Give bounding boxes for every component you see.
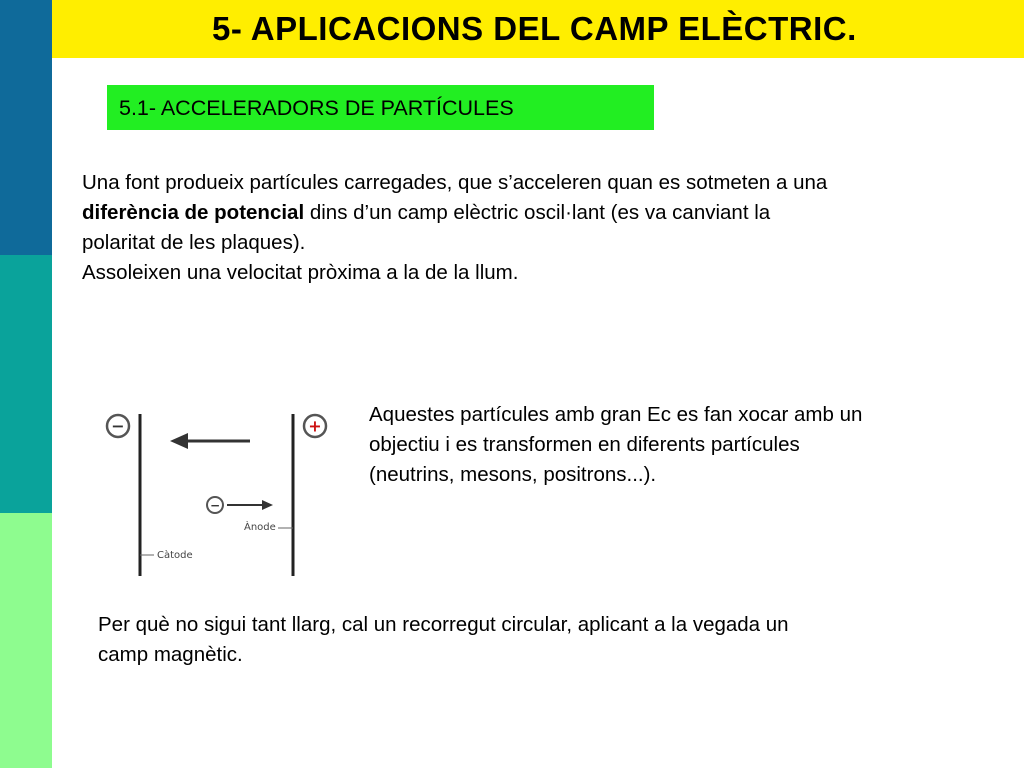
sidebar-block-top (0, 0, 52, 255)
title-bar (52, 0, 1024, 58)
intro-line-2 (82, 198, 1017, 228)
intro-paragraph (82, 168, 1017, 288)
slide-title: 5- APLICACIONS DEL CAMP ELÈCTRIC. (212, 10, 857, 47)
section-heading: 5.1- ACCELERADORS DE PARTÍCULES (119, 96, 514, 120)
cathode-label: Càtode (157, 550, 193, 561)
collision-line-2: objectiu i es transformen en diferents partícules (369, 433, 800, 456)
collision-line-3: (neutrins, mesons, positrons...). (369, 463, 657, 486)
intro-line-2-rest: dins d’un camp elèctric oscil·lant (es va canviant la (304, 201, 771, 224)
accelerator-diagram (98, 400, 338, 585)
sidebar-block-bottom (0, 513, 52, 768)
intro-bold-term: diferència de potencial (82, 201, 305, 224)
collision-line-1: Aquestes partícules amb gran Ec es fan xocar amb un (369, 403, 863, 426)
svg-text:−: − (111, 416, 125, 436)
positive-charge-icon (304, 415, 326, 437)
intro-line-1: Una font produeix partícules carregades, que s’acceleren quan es sotmeten a una (82, 171, 828, 194)
intro-line-4: Assoleixen una velocitat pròxima a la de la llum. (82, 261, 519, 284)
negative-charge-icon (107, 415, 129, 437)
circular-line-1: Per què no sigui tant llarg, cal un recorregut circular, aplicant a la vegada un (98, 613, 789, 636)
sidebar-block-middle (0, 255, 52, 513)
anode-label: Ànode (244, 522, 276, 533)
circular-accelerator-paragraph (98, 610, 998, 670)
intro-line-3: polaritat de les plaques). (82, 231, 306, 254)
right-arrow-icon (227, 500, 273, 510)
collision-paragraph (369, 400, 1009, 490)
electron-icon (207, 497, 223, 513)
section-heading-box (107, 85, 654, 130)
circular-line-2: camp magnètic. (98, 643, 243, 666)
svg-text:+: + (308, 416, 322, 436)
left-arrow-icon (170, 433, 250, 449)
svg-text:−: − (209, 498, 221, 513)
